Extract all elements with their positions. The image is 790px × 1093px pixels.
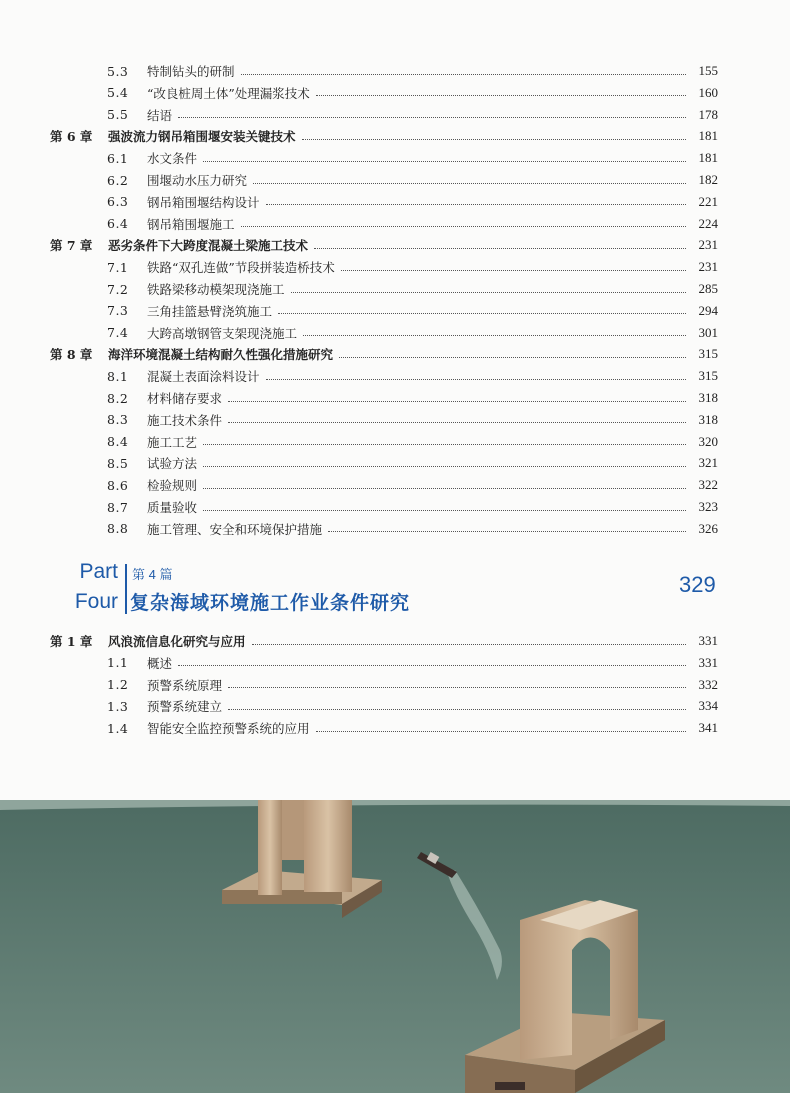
- page-number: 322: [698, 477, 718, 493]
- section-number: 7.2: [107, 281, 129, 297]
- section-number: 8.7: [107, 499, 129, 515]
- page-number: 224: [698, 215, 718, 231]
- section-number: 5.5: [107, 107, 129, 123]
- part-title: 复杂海域环境施工作业条件研究: [130, 593, 411, 614]
- bridge-piers-photo: [0, 800, 790, 1093]
- section-number: 8.8: [107, 521, 129, 537]
- dot-leader: [302, 139, 686, 140]
- dot-leader: [241, 226, 686, 227]
- dot-leader: [178, 117, 686, 118]
- toc-entry-title: 特制钻头的研制: [147, 64, 235, 79]
- dot-leader: [328, 531, 686, 532]
- toc-entry-title: 强波流力钢吊箱围堰安装关键技术: [108, 129, 296, 145]
- toc-section-row: [107, 60, 718, 82]
- page-number: 301: [698, 324, 718, 340]
- page-number: 315: [698, 346, 718, 362]
- toc-entry-title: 预警系统原理: [147, 677, 223, 693]
- toc-section-row: [107, 452, 718, 474]
- page-number: 331: [698, 633, 718, 648]
- section-number: 8.4: [107, 434, 129, 450]
- toc-section-row: [107, 82, 718, 104]
- section-number: 1.2: [107, 677, 129, 693]
- toc-entry-title: 海洋环境混凝土结构耐久性强化措施研究: [108, 347, 334, 363]
- page-number: 326: [698, 520, 718, 536]
- toc-section-row: [107, 518, 718, 540]
- dot-leader: [252, 644, 686, 645]
- toc-entry-title: 围堰动水压力研究: [147, 173, 248, 188]
- toc-section-row: [107, 365, 718, 387]
- toc-entry-title: 检验规则: [147, 478, 198, 494]
- section-number: 6.3: [107, 194, 129, 210]
- page-number: 231: [698, 237, 718, 253]
- section-number: 7.4: [107, 325, 129, 341]
- part-number-word: Four: [74, 590, 118, 613]
- toc-section-row: [107, 147, 718, 169]
- dot-leader: [228, 709, 686, 710]
- part-divider: [125, 564, 127, 614]
- toc-section-row: [107, 409, 718, 431]
- toc-entry-title: 三角挂篮悬臂浇筑施工: [147, 303, 273, 319]
- chapter-label: 第 7 章: [50, 238, 93, 254]
- page-number: 341: [698, 720, 718, 736]
- toc-entry-title: 钢吊箱围堰施工: [147, 216, 235, 232]
- toc-section-row: [107, 496, 718, 518]
- toc-section-row: [107, 717, 718, 739]
- page-number: 334: [698, 698, 718, 714]
- toc-entry-title: 概述: [147, 655, 173, 671]
- toc-entry-title: 钢吊箱围堰结构设计: [147, 194, 260, 210]
- dot-leader: [228, 401, 686, 402]
- section-number: 5.4: [107, 85, 129, 101]
- toc-chapter-row: [50, 630, 718, 652]
- dot-leader: [241, 74, 686, 75]
- toc-section-row: [107, 169, 718, 191]
- toc-section-row: [107, 431, 718, 453]
- page-number: 294: [698, 302, 718, 318]
- chapter-label: 第 1 章: [50, 634, 93, 649]
- toc-section-row: [107, 387, 718, 409]
- toc-entry-title: 混凝土表面涂料设计: [147, 369, 260, 385]
- toc-section-row: [107, 674, 718, 696]
- part-word: Part: [79, 560, 118, 583]
- section-number: 8.1: [107, 368, 129, 384]
- toc-section-row: [107, 191, 718, 213]
- page-number: 320: [698, 433, 718, 449]
- dot-leader: [278, 313, 686, 314]
- section-number: 1.1: [107, 655, 129, 671]
- page-number: 155: [698, 63, 718, 78]
- page-number: 323: [698, 499, 718, 514]
- toc-entry-title: 恶劣条件下大跨度混凝土梁施工技术: [108, 238, 309, 254]
- dot-leader: [303, 335, 686, 336]
- dot-leader: [203, 161, 686, 162]
- chapter-label: 第 8 章: [50, 347, 93, 363]
- page-number: 231: [698, 259, 718, 275]
- part-four-header: [0, 558, 790, 620]
- toc-entry-title: 铁路梁移动模架现浇施工: [147, 282, 285, 297]
- toc-section-row: [107, 256, 718, 278]
- page-number: 331: [698, 654, 718, 670]
- section-number: 8.2: [107, 390, 129, 406]
- dot-leader: [203, 510, 686, 511]
- page-number: 315: [698, 368, 718, 384]
- dot-leader: [341, 270, 686, 271]
- section-number: 6.2: [107, 172, 129, 188]
- toc-entry-title: 水文条件: [147, 151, 198, 167]
- page-number: 181: [698, 128, 718, 144]
- section-number: 7.1: [107, 259, 129, 275]
- section-number: 6.4: [107, 216, 129, 232]
- page-number: 285: [698, 281, 718, 296]
- dot-leader: [314, 248, 686, 249]
- dot-leader: [203, 466, 686, 467]
- toc-section-row: [107, 652, 718, 674]
- toc-entry-title: 材料储存要求: [147, 391, 223, 406]
- dot-leader: [203, 488, 686, 489]
- page-number: 318: [698, 411, 718, 427]
- page-number: 332: [698, 676, 718, 692]
- part-subtitle: 第 4 篇: [132, 567, 173, 582]
- dot-leader: [178, 665, 686, 666]
- page-number: 221: [698, 193, 718, 209]
- dot-leader: [228, 687, 686, 688]
- toc-entry-title: 试验方法: [147, 456, 198, 472]
- toc-entry-title: 施工管理、安全和环境保护措施: [147, 521, 323, 537]
- dot-leader: [316, 95, 686, 96]
- page-number: 318: [698, 390, 718, 405]
- page-number: 321: [698, 455, 718, 471]
- section-number: 1.3: [107, 698, 129, 714]
- toc-section-row: [107, 104, 718, 126]
- toc-entry-title: 结语: [147, 107, 173, 123]
- toc-chapter-row: [50, 343, 718, 365]
- toc-section-row: [107, 300, 718, 322]
- section-number: 1.4: [107, 720, 129, 736]
- section-number: 8.6: [107, 477, 129, 493]
- section-number: 5.3: [107, 63, 129, 79]
- dot-leader: [266, 204, 686, 205]
- page-number: 181: [698, 150, 718, 166]
- toc-entry-title: 施工技术条件: [147, 412, 223, 428]
- part-page-number: 329: [679, 572, 716, 597]
- toc-entry-title: “改良桩周土体”处理漏浆技术: [147, 85, 310, 101]
- dot-leader: [316, 731, 686, 732]
- toc-chapter-row: [50, 234, 718, 256]
- dot-leader: [266, 379, 686, 380]
- section-number: 8.3: [107, 412, 129, 428]
- page-number: 178: [698, 106, 718, 122]
- page-number: 160: [698, 84, 718, 100]
- toc-section-row: [107, 474, 718, 496]
- toc-entry-title: 施工工艺: [147, 434, 198, 450]
- toc-entry-title: 风浪流信息化研究与应用: [108, 634, 246, 649]
- toc-entry-title: 质量验收: [147, 500, 198, 515]
- toc-entry-title: 智能安全监控预警系统的应用: [147, 721, 310, 737]
- dot-leader: [203, 444, 686, 445]
- section-number: 8.5: [107, 455, 129, 471]
- dot-leader: [339, 357, 686, 358]
- dot-leader: [228, 422, 686, 423]
- dot-leader: [253, 183, 686, 184]
- page-number: 182: [698, 172, 718, 187]
- toc-entry-title: 铁路“双孔连做”节段拼装造桥技术: [147, 260, 335, 276]
- dot-leader: [291, 292, 686, 293]
- toc-entry-title: 大跨高墩钢管支架现浇施工: [147, 325, 298, 341]
- toc-section-row: [107, 322, 718, 344]
- toc-section-row: [107, 695, 718, 717]
- toc-entry-title: 预警系统建立: [147, 699, 223, 715]
- chapter-label: 第 6 章: [50, 129, 93, 145]
- toc-section-row: [107, 278, 718, 300]
- toc-chapter-row: [50, 125, 718, 147]
- section-number: 6.1: [107, 150, 129, 166]
- toc-section-row: [107, 213, 718, 235]
- section-number: 7.3: [107, 303, 129, 319]
